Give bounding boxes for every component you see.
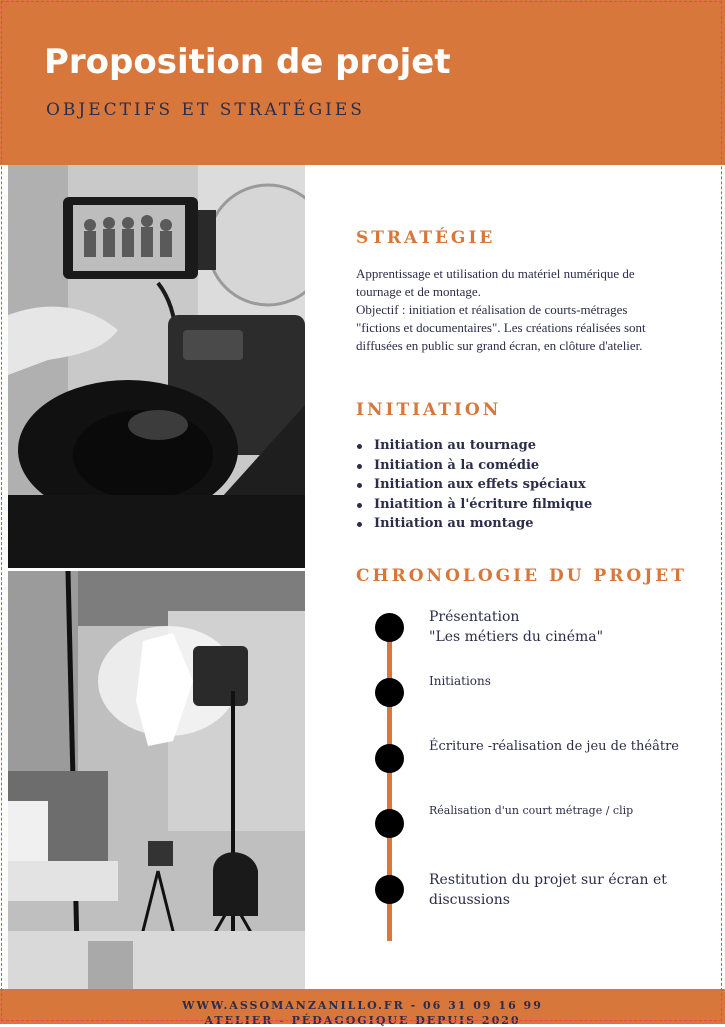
timeline-step-label: Écriture -réalisation de jeu de théâtre bbox=[429, 739, 679, 754]
timeline-step bbox=[429, 870, 667, 910]
list-item: Initiation à la comédie bbox=[356, 456, 592, 476]
timeline-step bbox=[429, 673, 491, 689]
footer-contact: WWW.ASSOMANZANILLO.FR - 06 31 09 16 99 bbox=[182, 999, 543, 1012]
timeline-dot bbox=[375, 613, 404, 642]
timeline-dot bbox=[375, 678, 404, 707]
list-item: Initiation au tournage bbox=[356, 436, 592, 456]
header-banner bbox=[0, 0, 725, 165]
timeline-step bbox=[429, 803, 633, 819]
studio-light-photo bbox=[8, 571, 305, 989]
list-item: Iniatition à l'écriture filmique bbox=[356, 495, 592, 515]
list-item: Initiation au montage bbox=[356, 514, 592, 534]
section-title-strategie: STRATÉGIE bbox=[356, 228, 496, 248]
timeline-dot bbox=[375, 809, 404, 838]
timeline-step-label: Initiations bbox=[429, 674, 491, 688]
section-title-chronologie: CHRONOLOGIE DU PROJET bbox=[356, 566, 687, 586]
list-item: Initiation aux effets spéciaux bbox=[356, 475, 592, 495]
strategie-line: Apprentissage et utilisation du matériel numérique de bbox=[356, 266, 635, 281]
section-title-initiation: INITIATION bbox=[356, 400, 502, 420]
strategie-line: diffusées en public sur grand écran, en clôture d'atelier. bbox=[356, 338, 643, 353]
timeline-step bbox=[429, 607, 603, 647]
timeline-step-label: Présentation bbox=[429, 609, 520, 625]
footer-banner bbox=[0, 989, 725, 1027]
timeline-step-label: "Les métiers du cinéma" bbox=[429, 629, 604, 645]
timeline-step bbox=[429, 738, 679, 756]
timeline-step-label: Restitution du projet sur écran et bbox=[429, 872, 667, 888]
strategie-line: tournage et de montage. bbox=[356, 284, 481, 299]
initiation-list bbox=[356, 436, 592, 534]
footer-tagline: ATELIER - PÉDAGOGIQUE DEPUIS 2020 bbox=[204, 1014, 521, 1027]
timeline-step-label: Réalisation d'un court métrage / clip bbox=[429, 804, 634, 817]
strategie-text bbox=[356, 265, 701, 355]
camera-photo bbox=[8, 165, 305, 568]
strategie-line: "fictions et documentaires". Les créations réalisées sont bbox=[356, 320, 646, 335]
page-subtitle: OBJECTIFS ET STRATÉGIES bbox=[46, 100, 365, 120]
page-title: Proposition de projet bbox=[44, 42, 451, 82]
timeline-step-label: discussions bbox=[429, 892, 510, 908]
timeline-dot bbox=[375, 744, 404, 773]
timeline-dot bbox=[375, 875, 404, 904]
strategie-line: Objectif : initiation et réalisation de courts-métrages bbox=[356, 302, 628, 317]
